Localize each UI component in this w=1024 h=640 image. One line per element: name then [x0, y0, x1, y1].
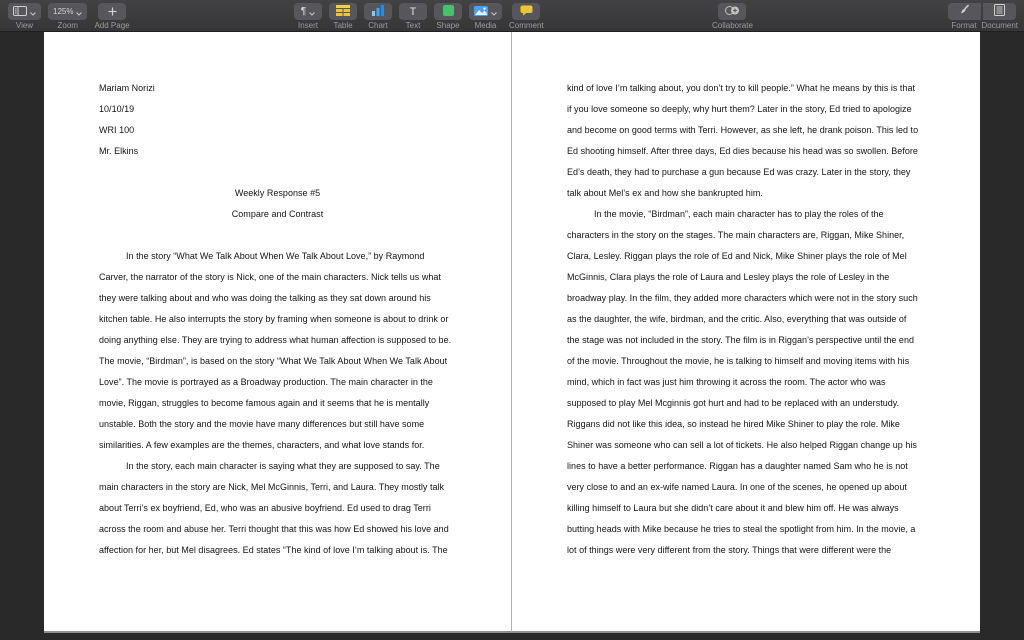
- table-item: [329, 3, 357, 30]
- text-line: affection for her, but Mel disagrees. Ed states “The kind of love I’m talking about is. The: [99, 545, 448, 555]
- view-item: [8, 3, 41, 30]
- comment-item: [509, 3, 544, 30]
- text-line: main characters in the story are Nick, Mel McGinnis, Terri, and Laura. They mostly talk: [99, 482, 445, 492]
- comment-button-label: Comment: [509, 21, 544, 30]
- text-line: In the story, each main character is saying what they are supposed to say. The: [126, 461, 440, 471]
- format-button-label: Format: [951, 21, 977, 30]
- document-icon: [994, 4, 1005, 19]
- toolbar-right-group: [948, 3, 1018, 30]
- text-line: characters in the story on the stages. The main characters are, Riggan, Mike Shiner,: [567, 230, 905, 240]
- text-button[interactable]: [399, 3, 427, 20]
- text-line: McGinnis, Clara plays the role of Laura and Lesley plays the role of Lesley in the: [567, 272, 890, 282]
- view-button[interactable]: [8, 3, 41, 20]
- media-icon: [474, 4, 488, 19]
- text-line: Carver, the narrator of the story is Nick, one of the main characters. Nick tells us what: [99, 272, 441, 282]
- insert-button-label: Insert: [297, 21, 318, 30]
- plus-icon: [108, 4, 117, 19]
- text-line: of the movie. Throughout the movie, he is talking to himself and moving items with his: [567, 356, 910, 366]
- comment-button[interactable]: [512, 3, 540, 20]
- document-item: [982, 3, 1018, 30]
- text-line: Ed’s death, they had to purchase a gun because Ed was crazy. Later in the story, they: [567, 167, 911, 177]
- text-line: doing anything else. They are trying to address what human affection is supposed to be.: [99, 335, 452, 345]
- text-line: butting heads with Mike because he tries to steal the spotlight from him. In the movie, a: [567, 524, 916, 534]
- zoom-button[interactable]: [48, 3, 87, 20]
- chart-icon: [371, 4, 385, 19]
- zoom-button-label: Zoom: [57, 21, 78, 30]
- media-button[interactable]: [469, 3, 502, 20]
- pilcrow-icon: ¶: [300, 5, 307, 17]
- text-line: kitchen table. He also interrupts the story by framing when someone is about to drink or: [99, 314, 449, 324]
- table-icon: [336, 4, 350, 19]
- media-button-label: Media: [474, 21, 497, 30]
- text-line: lot of things were very different from the story. Things that were different were the: [567, 545, 892, 555]
- collaborate-icon: [724, 4, 741, 19]
- text-icon: T: [409, 5, 417, 18]
- text-line: Mr. Elkins: [99, 146, 139, 156]
- text-line: broadway play. In the film, they added more characters which were not in the story such: [567, 293, 918, 303]
- text-line: killing himself to Laura but she didn’t care about it and blew him off. He was always: [567, 503, 899, 513]
- zoom-value: 125%: [53, 7, 74, 16]
- view-button-label: View: [15, 21, 34, 30]
- format-item: [948, 3, 981, 30]
- collaborate-item: [712, 3, 753, 30]
- insert-item: [294, 3, 322, 30]
- text-line: if you love someone so deeply, why hurt them? Later in the story, Ed tried to apologize: [567, 104, 912, 114]
- text-line: similarities. A few examples are the themes, characters, and what love stands for.: [99, 440, 425, 450]
- text-line: across the room and abuse her. Terri thought that this was how Ed showed his love and: [99, 524, 449, 534]
- essay-header-block: [99, 78, 456, 162]
- text-line: Riggans did not like this idea, so instead he hired Mike Shiner to play the role. Mike: [567, 419, 900, 429]
- collaborate-button-label: Collaborate: [712, 21, 753, 30]
- chevron-down-icon: [76, 4, 82, 19]
- shape-button-label: Shape: [436, 21, 460, 30]
- text-line: Ed shooting himself. After three days, Ed dies because his head was so swollen. Before: [567, 146, 918, 156]
- text-line: Love”. The movie is portrayed as a Broadway production. The main character in the: [99, 377, 433, 387]
- text-line: 10/10/19: [99, 104, 135, 114]
- document-page-left[interactable]: [44, 32, 512, 633]
- text-line: they were talking about and who was doing the talking as they sat down around his: [99, 293, 431, 303]
- chart-item: [364, 3, 392, 30]
- text-item: [399, 3, 427, 30]
- essay-body-left: [99, 246, 456, 561]
- text-line: very close to and an ex-wife named Laura. In one of the scenes, he opened up about: [567, 482, 907, 492]
- text-line: and become on good terms with Terri. However, as she left, he drank poison. This led to: [567, 125, 919, 135]
- text-line: as the daughter, the wife, birdman, and the critic. Also, everything that was outside of: [567, 314, 907, 324]
- essay-title-block: [44, 183, 511, 225]
- add-page-button[interactable]: [98, 3, 126, 20]
- text-line: The movie, “Birdman”, is based on the story “What We Talk About When We Talk About: [99, 356, 448, 366]
- shape-icon: [443, 4, 454, 19]
- text-line: Shiner was someone who can sell a lot of tickets. He also helped Riggan change up his: [567, 440, 917, 450]
- document-icon-button[interactable]: [983, 3, 1016, 20]
- text-line: In the story “What We Talk About When We Talk About Love,” by Raymond: [126, 251, 425, 261]
- table-button[interactable]: [329, 3, 357, 20]
- insert-button[interactable]: [294, 3, 322, 20]
- paintbrush-icon: [958, 4, 970, 19]
- essay-body-right: [567, 78, 925, 561]
- text-line: In the movie, “Birdman”, each main character has to play the roles of the: [594, 209, 884, 219]
- text-button-label: Text: [405, 21, 421, 30]
- toolbar-collaborate-group: [712, 3, 753, 30]
- text-line: Weekly Response #5: [234, 188, 321, 198]
- chevron-down-icon: [309, 4, 315, 19]
- toolbar-insert-group: [294, 3, 544, 30]
- add-page-item: [94, 3, 129, 30]
- media-item: [469, 3, 502, 30]
- view-icon: [13, 4, 27, 19]
- text-line: the stage was not included in the story. The film is in Riggan’s perspective until the end: [567, 335, 914, 345]
- shape-item: [434, 3, 462, 30]
- text-line: Compare and Contrast: [231, 209, 324, 219]
- zoom-item: [48, 3, 87, 30]
- text-line: movie, Riggan, struggles to become famous again and it seems that he is mentally: [99, 398, 430, 408]
- text-line: WRI 100: [99, 125, 135, 135]
- toolbar-left-group: [8, 3, 130, 30]
- comment-icon: [520, 4, 533, 19]
- table-button-label: Table: [333, 21, 353, 30]
- text-line: talk about Mel’s ex and how she bankrupted him.: [567, 188, 763, 198]
- text-line: Mariam Norizi: [99, 83, 155, 93]
- text-line: kind of love I’m talking about, you don’t try to kill people.” What he means by this is that: [567, 83, 916, 93]
- text-line: unstable. Both the story and the movie have many differences but still have some: [99, 419, 425, 429]
- add-page-button-label: Add Page: [94, 21, 130, 30]
- chart-button-label: Chart: [368, 21, 388, 30]
- text-line: about Terri’s ex boyfriend, Ed, who was an abusive boyfriend. Ed used to drag Terri: [99, 503, 431, 513]
- chevron-down-icon: [491, 4, 497, 19]
- text-line: lines to have a better performance. Riggan has a daughter named Sam who he is not: [567, 461, 908, 471]
- shape-button[interactable]: [434, 3, 462, 20]
- text-line: mind, which in fact was just him throwing it across the room. The actor who was: [567, 377, 886, 387]
- text-line: Clara, Lesley. Riggan plays the role of Ed and Nick, Mike Shiner plays the role of Mel: [567, 251, 907, 261]
- text-line: supposed to play Mel Mcginnis got hurt and had to be replaced with an understudy.: [567, 398, 900, 408]
- document-button-label: Document: [981, 21, 1018, 30]
- chevron-down-icon: [30, 4, 36, 19]
- toolbar: [0, 0, 1024, 32]
- collaborate-button[interactable]: [718, 3, 746, 20]
- document-page-right[interactable]: [512, 32, 980, 633]
- format-button[interactable]: [948, 3, 981, 20]
- chart-button[interactable]: [364, 3, 392, 20]
